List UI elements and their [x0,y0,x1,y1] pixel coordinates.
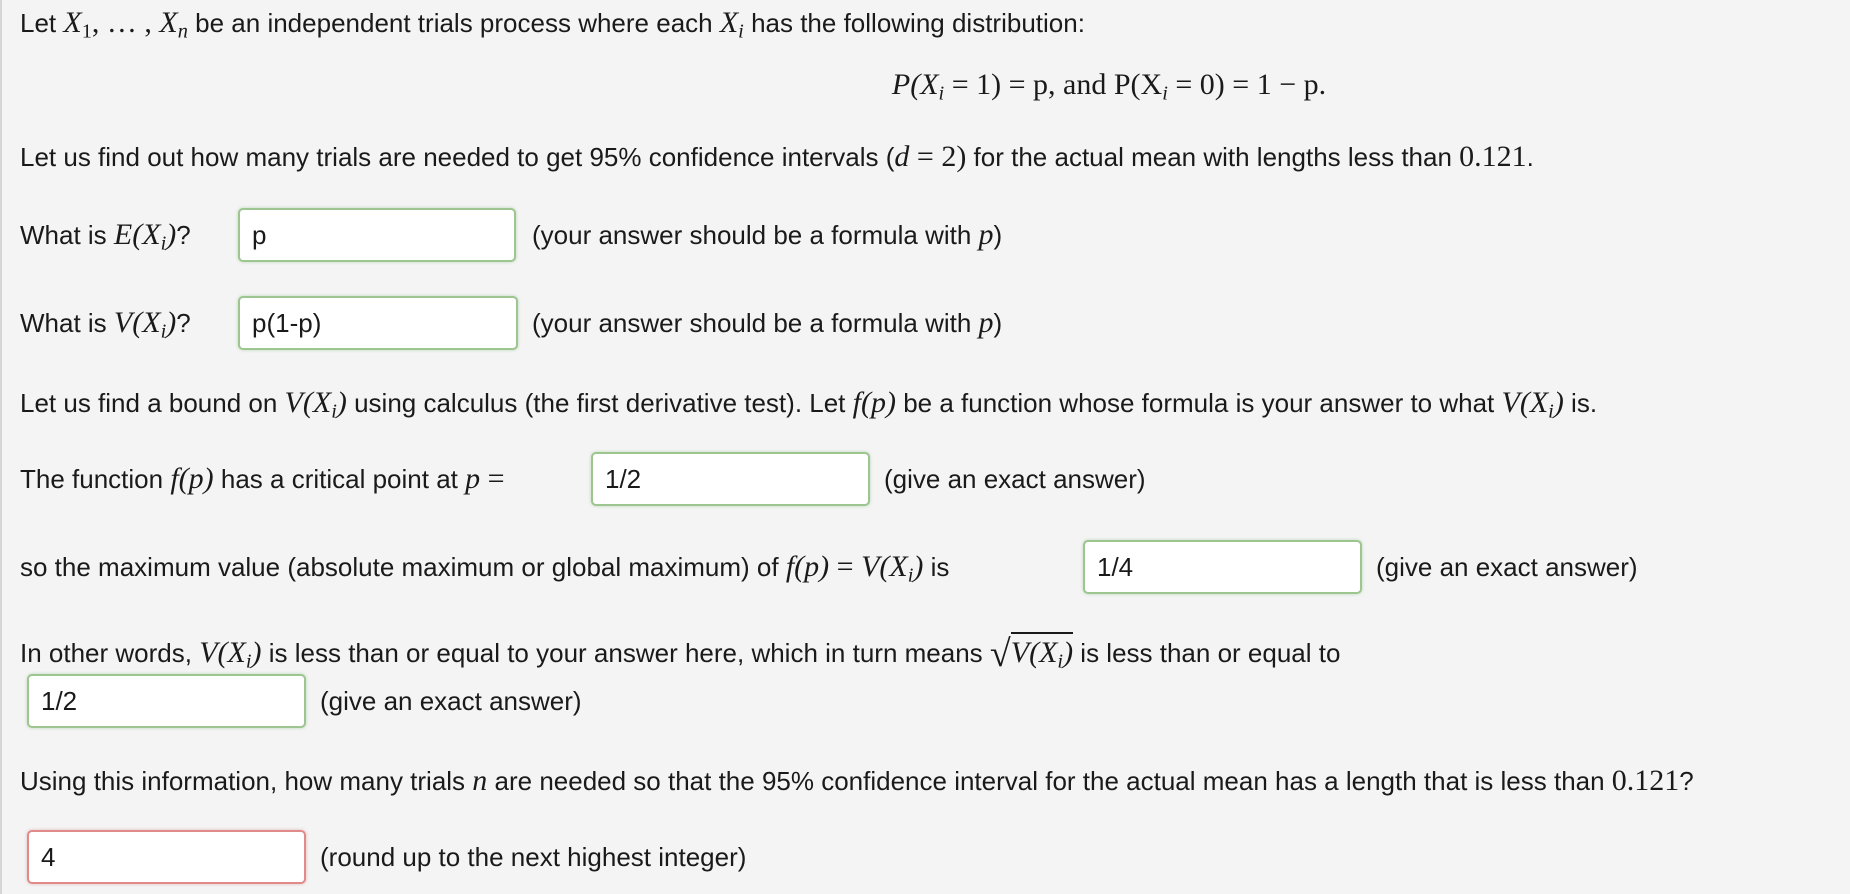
x1-symbol: X1, … , $X_n$ [63,6,188,43]
sqrt-answer-field[interactable]: 1/2 [27,674,306,728]
variance-question: What is $V(X_i)$? [20,306,191,343]
distribution-equation: $P(X_i = 1) = p$, and $P(X_i = 0) = 1 - p$. [891,68,1327,105]
critical-point-hint: (give an exact answer) [884,464,1146,494]
intro-text-3: has the following distribution: [743,8,1085,38]
trials-question: Using this information, how many trials n are needed so that the 95% confidence interval for the actual mean has a length that is less than 0.121? [20,764,1694,797]
maximum-answer-field[interactable]: 1/4 [1083,540,1362,594]
sqrt-statement: In other words, $V(X_i)$ is less than or equal to your answer here, which in turn means $√V(X_i)$ is less than or equal to [20,632,1340,679]
intro-text [20,6,1085,49]
maximum-question: so the maximum value (absolute maximum or global maximum) of $f(p) = V(X_i)$ is [20,550,950,587]
mean-hint: (your answer should be a formula with p) [532,218,1003,251]
xi-symbol: $X_i$ [719,6,744,43]
bound-text: Let us find a bound on $V(X_i)$ using calculus (the first derivative test). Let f(p) be a function whose formula is your answer to what $V(X_i)$ is. [20,386,1598,423]
critical-point-question: The function f(p) has a critical point at p = [20,462,505,495]
sqrt-hint: (give an exact answer) [320,686,582,716]
intro-text-2: be an independent trials process where each [187,8,720,38]
trials-answer-field[interactable]: 4 [27,830,306,884]
variance-answer-field[interactable]: p(1-p) [238,296,518,350]
mean-question: What is $E(X_i)$? [20,218,191,255]
variance-hint: (your answer should be a formula with p) [532,306,1003,339]
critical-point-answer-field[interactable]: 1/2 [591,452,870,506]
maximum-hint: (give an exact answer) [1376,552,1638,582]
goal-text: Let us find out how many trials are needed to get 95% confidence intervals (d = 2) for the actual mean with lengths less than 0.121. [20,140,1534,173]
trials-hint: (round up to the next highest integer) [320,842,747,872]
sqrt-expression: $√V(X_i)$ [990,632,1073,679]
intro-text-1: Let [20,8,64,38]
left-border [0,0,2,894]
mean-answer-field[interactable]: p [238,208,516,262]
